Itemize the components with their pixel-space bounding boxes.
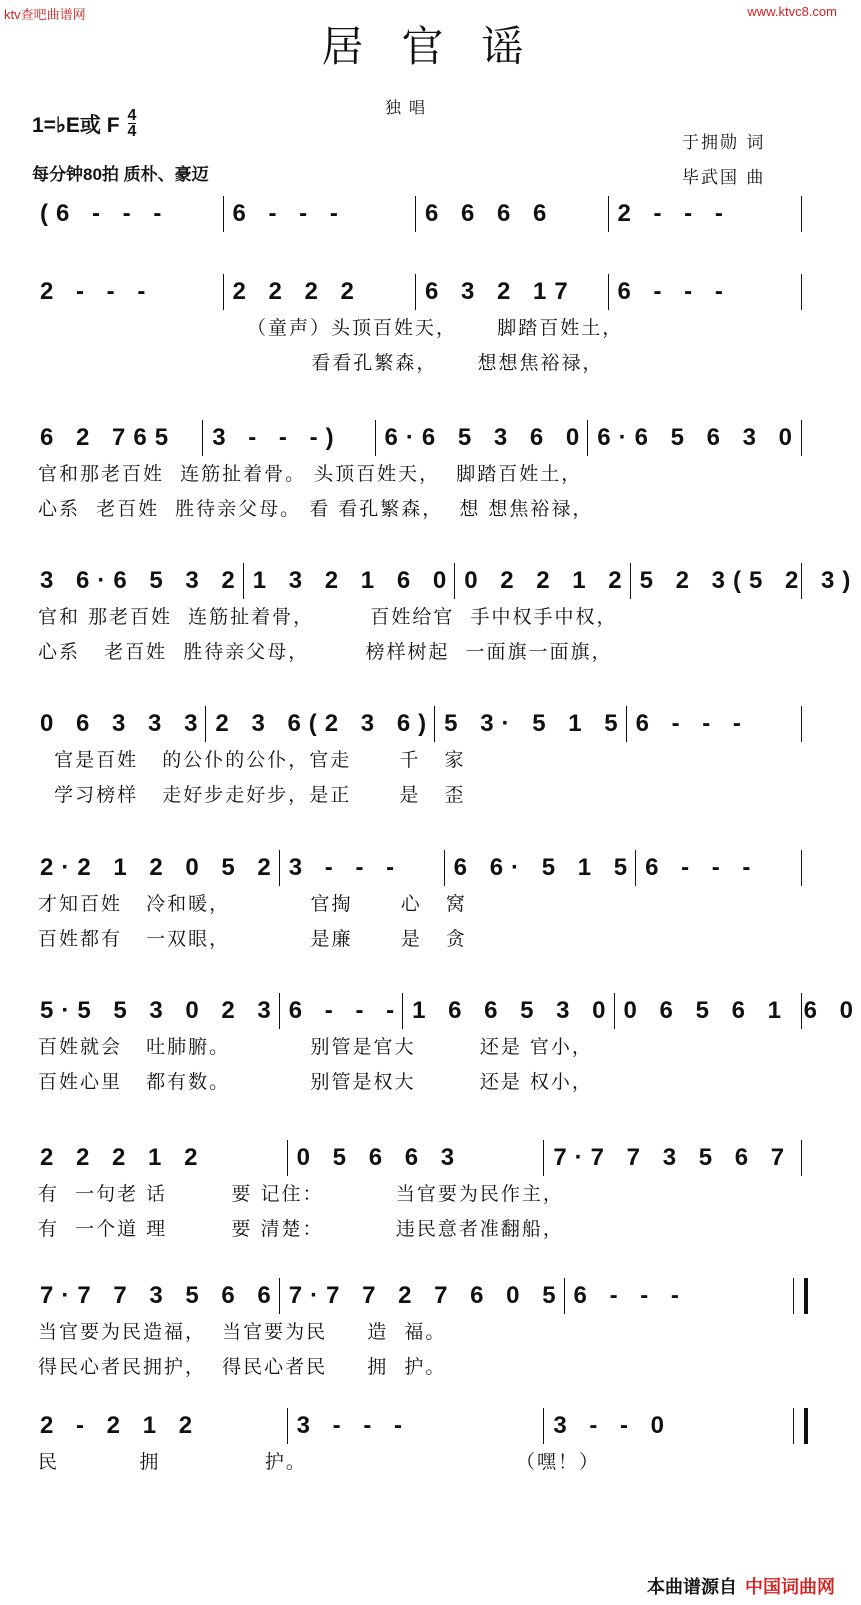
measure: 6 - - - — [223, 188, 416, 240]
performance-mode: 独唱 — [385, 98, 434, 117]
footer-source: 本曲谱源自 — [647, 1577, 737, 1597]
lyric-line: 百姓就会 吐肺腑。 别管是官大 还是 官小， — [38, 1036, 593, 1058]
measure: 6·6 5 3 6 0 — [375, 412, 588, 464]
measure: 6 - - - — [564, 1270, 800, 1322]
measure: 6 3 2 17 — [415, 266, 608, 318]
barline — [801, 196, 802, 232]
footer-site: 中国词曲网 — [745, 1577, 835, 1597]
measure: 6 - - - — [635, 842, 800, 894]
measure: 2 3 6(2 3 6) — [205, 698, 434, 750]
notation-line — [30, 188, 800, 240]
song-title: 居官谣 — [321, 22, 562, 71]
measure: 6 - - - — [626, 698, 800, 750]
lyric-line: 官和 那老百姓 连筋扯着骨， 百姓给官 手中权手中权， — [38, 606, 618, 628]
lyric-line: 学习榜样 走好步走好步，是正 是 歪 — [38, 784, 466, 806]
lyric-line: 得民心者民拥护， 得民心者民 拥 护。 — [38, 1356, 447, 1378]
measure: 0 2 2 1 2 — [454, 555, 629, 607]
measure: 6 6· 5 1 5 — [444, 842, 635, 894]
measure: 6 2 765 — [40, 424, 177, 451]
measure: 1 6 6 5 3 0 — [402, 985, 613, 1037]
measure: 0 6 5 6 1 6 0 — [614, 985, 861, 1037]
measure: 3 - - - — [279, 842, 444, 894]
measure: 2 2 2 2 — [223, 266, 416, 318]
measure: 3 - - 0 — [543, 1400, 800, 1452]
measure: 2 - - - — [608, 188, 801, 240]
measure: 7·7 7 3 5 6 7 — [543, 1132, 800, 1184]
watermark-right: www.ktvc8.com — [747, 4, 837, 19]
notation-line — [30, 985, 861, 1037]
notation-line — [30, 842, 800, 894]
watermark-left: ktv查吧曲谱网 — [4, 7, 86, 22]
barline — [801, 706, 802, 742]
barline — [801, 1140, 802, 1176]
notation-line — [30, 555, 859, 607]
lyric-line: 心系 老百姓 胜待亲父母。 看 看孔繁森， 想 想焦裕禄， — [38, 498, 594, 520]
lyric-line: 百姓都有 一双眼， 是廉 是 贪 — [38, 928, 467, 950]
measure: 6 - - - — [279, 985, 402, 1037]
notation-line — [30, 1132, 800, 1184]
barline — [793, 1408, 808, 1444]
measure: 6·6 5 6 3 0 — [587, 412, 800, 464]
measure: 3 - - -) — [202, 412, 374, 464]
measure: 7·7 7 2 7 6 0 5 — [279, 1270, 564, 1322]
measure: 7·7 7 3 5 6 6 — [40, 1282, 279, 1309]
lyric-line: 心系 老百姓 胜待亲父母， 榜样树起 一面旗一面旗， — [38, 641, 613, 663]
measure: 2 2 2 1 2 — [40, 1144, 206, 1171]
lyric-line: （童声）头顶百姓天， 脚踏百姓土， — [38, 317, 624, 339]
lyric-line: 民 拥 护。 （嘿！） — [38, 1451, 600, 1473]
barline — [801, 850, 802, 886]
barline — [801, 993, 802, 1029]
lyric-line: 看看孔繁森， 想想焦裕禄， — [38, 352, 604, 374]
measure: 2 - 2 1 2 — [40, 1412, 201, 1439]
measure: 6 - - - — [608, 266, 801, 318]
measure: 3 6·6 5 3 2 — [40, 567, 243, 594]
measure: (6 - - - — [40, 200, 170, 227]
key-text: 1=♭E或 F — [32, 113, 120, 137]
barline — [801, 563, 802, 599]
barline — [801, 420, 802, 456]
measure: 0 6 3 3 3 — [40, 710, 206, 737]
notation-line — [30, 266, 800, 318]
barline — [793, 1278, 808, 1314]
lyric-line: 官是百姓 的公仆的公仆，官走 千 家 — [38, 749, 466, 771]
time-sig-top: 4 — [127, 107, 137, 124]
measure: 2·2 1 2 0 5 2 — [40, 854, 279, 881]
time-signature — [128, 108, 137, 139]
footer — [647, 1573, 835, 1599]
notation-line — [30, 1270, 800, 1322]
measure: 2 - - - — [40, 278, 154, 305]
lyric-line: 有 一句老 话 要 记住： 当官要为民作主， — [38, 1183, 564, 1205]
tempo-marking: 每分钟80拍 质朴、豪迈 — [32, 165, 209, 184]
notation-line — [30, 698, 800, 750]
measure: 6 6 6 6 — [415, 188, 608, 240]
lyric-line: 当官要为民造福， 当官要为民 造 福。 — [38, 1321, 447, 1343]
time-sig-bottom: 4 — [127, 123, 137, 140]
measure: 0 5 6 6 3 — [287, 1132, 544, 1184]
measure: 1 3 2 1 6 0 — [243, 555, 454, 607]
lyricist-credit: 于拥勋 词 — [682, 133, 766, 153]
measure: 5 2 3(5 2 3) — [630, 555, 859, 607]
lyric-line: 百姓心里 都有数。 别管是权大 还是 权小， — [38, 1071, 593, 1093]
measure: 5·5 5 3 0 2 3 — [40, 997, 279, 1024]
lyric-line: 才知百姓 冷和暖， 官掏 心 窝 — [38, 893, 467, 915]
composer-credit: 毕武国 曲 — [682, 168, 766, 188]
lyric-line: 有 一个道 理 要 清楚： 违民意者准翻船， — [38, 1218, 564, 1240]
lyric-line: 官和那老百姓 连筋扯着骨。 头顶百姓天， 脚踏百姓土， — [38, 463, 583, 485]
barline — [801, 274, 802, 310]
measure: 5 3· 5 1 5 — [434, 698, 625, 750]
notation-line — [30, 1400, 800, 1452]
key-signature — [32, 108, 136, 139]
notation-line — [30, 412, 800, 464]
measure: 3 - - - — [287, 1400, 544, 1452]
